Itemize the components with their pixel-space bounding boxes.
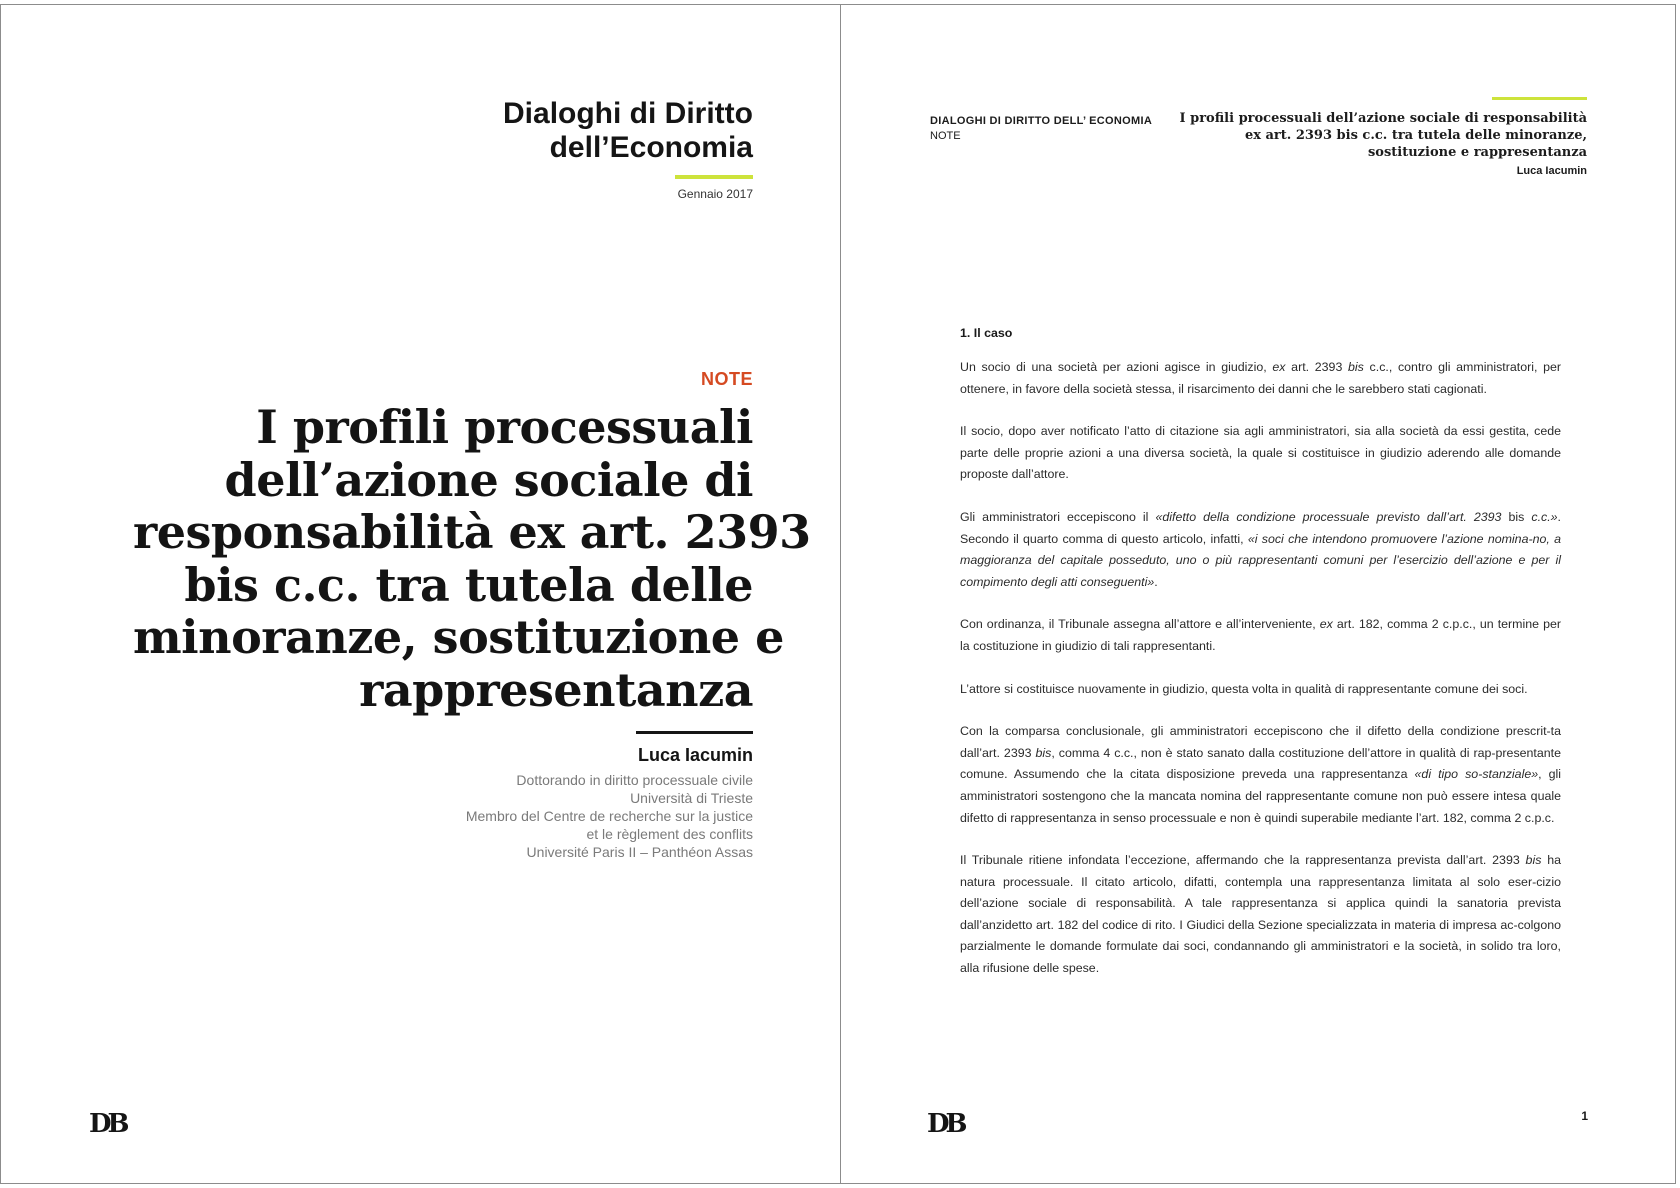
paragraph: Con ordinanza, il Tribunale assegna all’attore e all’interveniente, ex art. 182, comma 2 c.p.c., un termine per la costituzione in giudizio di tali rappresentanti. — [960, 617, 1561, 653]
issue-date: Gennaio 2017 — [677, 187, 753, 201]
article-body — [960, 325, 1561, 1001]
article-title-line: responsabilità ex art. 2393 — [133, 505, 811, 559]
article-title-line: I profili processuali — [256, 400, 753, 454]
title-divider — [636, 731, 753, 734]
paragraph: Il socio, dopo aver notificato l’atto di citazione sia agli amministratori, sia alla società da essi gestita, cede parte delle proprie azioni a una diversa società, la quale si costituisce in giudizio aderendo alle domande proposte dall’attore. — [960, 424, 1561, 482]
running-title-line: ex art. 2393 bis c.c. tra tutela delle minoranze, — [1244, 128, 1587, 143]
article-title-line: rappresentanza — [359, 662, 753, 717]
paragraph: Con la comparsa conclusionale, gli amministratori eccepiscono che il difetto della condizione prescrit-ta dall’art. 2393 bis, comma 4 c.c., non è stato sanato dalla costituzione dell’attore in qualità di rap-presentante comune. Assumendo che la citata disposizione preveda una rappresentanza «di tipo so-stanziale», gli amministratori sostengono che la mancata nomina del rappresentante comune non può essere intesa quale difetto di rappresentanza in senso processuale e non è quindi superabile mediante l’art. 182, comma 2 c.p.c. — [960, 724, 1561, 825]
running-journal: DIALOGHI DI DIRITTO DELL’ ECONOMIA — [930, 115, 1153, 127]
affiliation-line: Dottorando in diritto processuale civile — [516, 772, 753, 788]
journal-title — [503, 97, 753, 165]
article-title-line: minoranze, sostituzione e — [133, 610, 784, 664]
db-logo: DB — [89, 1109, 126, 1139]
db-logo: DB — [927, 1109, 964, 1139]
affiliation-line: Università di Trieste — [630, 790, 753, 806]
article-page — [841, 5, 1675, 1183]
affiliation-line: Membro del Centre de recherche sur la justice — [465, 808, 753, 824]
page-number: 1 — [1581, 1109, 1588, 1123]
running-author: Luca Iacumin — [1516, 165, 1587, 177]
running-head — [930, 114, 1152, 144]
article-title — [133, 400, 811, 717]
article-title-line: bis c.c. tra tutela delle — [184, 557, 753, 612]
section-heading: 1. Il caso — [960, 326, 1013, 340]
journal-title-line: Dialoghi di Diritto — [503, 97, 753, 130]
accent-rule — [1492, 97, 1587, 100]
running-section: NOTE — [930, 130, 961, 142]
running-title-line: sostituzione e rappresentanza — [1367, 145, 1587, 160]
paragraph: Il Tribunale ritiene infondata l’eccezione, affermando che la rappresentanza prevista dall’art. 2393 bis ha natura processuale. Il citato articolo, difatti, contempla una rappresentanza limitata al solo eser-cizio dell’azione sociale di responsabilità. A tale rappresentanza si applica quindi la sanatoria prevista dall’anzidetto art. 182 del codice di rito. I Giudici della Sezione specializzata in materia di impresa ac-colgono parzialmente le domande formulate dai soci, condannando gli amministratori e la società, in solido tra loro, alla rifusione delle spese. — [960, 853, 1561, 976]
article-title-line: dell’azione sociale di — [224, 452, 753, 507]
author-name: Luca Iacumin — [637, 745, 753, 765]
running-title-line: I profili processuali dell’azione sociale di responsabilità — [1179, 111, 1587, 126]
cover-page — [1, 5, 841, 1183]
document-spread — [0, 4, 1676, 1184]
paragraph: L’attore si costituisce nuovamente in giudizio, questa volta in qualità di rappresentante comune dei soci. — [960, 681, 1528, 696]
accent-rule — [675, 175, 753, 179]
journal-title-line: dell’Economia — [549, 131, 753, 164]
affiliation-line: Université Paris II – Panthéon Assas — [526, 844, 753, 860]
running-title — [1180, 110, 1588, 161]
paragraph: Gli amministratori eccepiscono il «difetto della condizione processuale previsto dall’art. 2393 bis c.c.». Secondo il quarto comma di questo articolo, infatti, «i soci che intendono promuovere l’azione nomina-no, a maggioranza del capitale posseduto, uno o più rappresentanti comuni per l’esercizio dell’azione e per il compimento degli atti conseguenti». — [960, 509, 1561, 589]
paragraph: Un socio di una società per azioni agisce in giudizio, ex art. 2393 bis c.c., contro gli amministratori, per ottenere, in favore della società stessa, il risarcimento dei danni che le sarebbero stati cagionati. — [960, 360, 1561, 396]
author-affiliation — [466, 771, 753, 861]
affiliation-line: et le règlement des conflits — [586, 826, 753, 842]
section-label: NOTE — [700, 369, 753, 389]
